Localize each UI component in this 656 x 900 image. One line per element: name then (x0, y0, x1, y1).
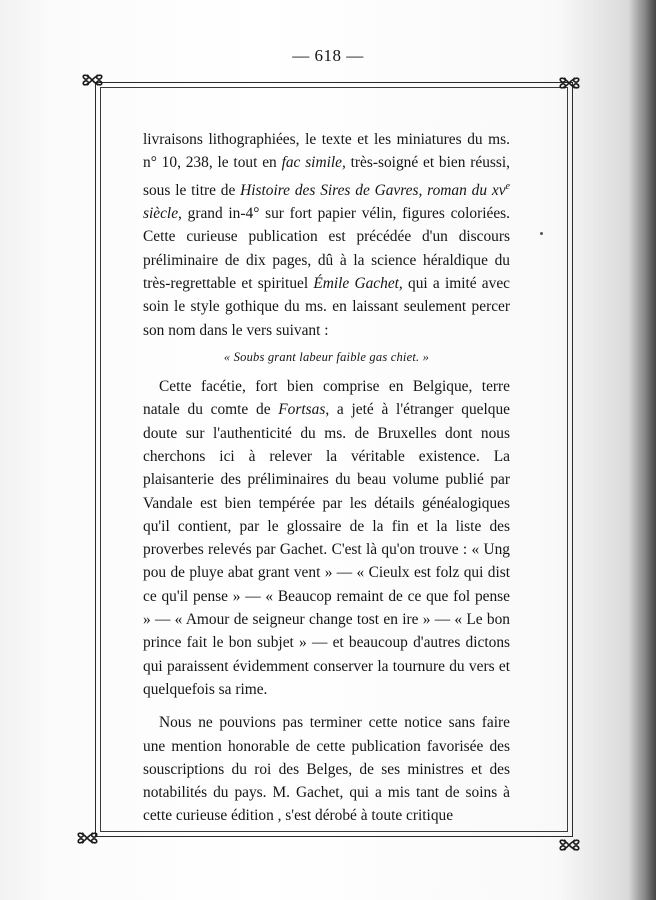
paragraph-2 (143, 375, 510, 701)
paragraph-1-text-b: très-soigné et bien réussi, sous le titre de (143, 154, 511, 199)
paragraph-1-text-c: grand in-4° sur fort papier vélin, figures coloriées. Cette curieuse publication est précédée d'un discours préliminaire de dix pages, dû à la science héraldique du très-regrettable et spirituel (143, 205, 510, 292)
corner-ornament-bottom-right-icon (556, 832, 582, 858)
corner-ornament-bottom-left-icon (74, 825, 100, 851)
verse-quote: « Soubs grant labeur faible gas chiet. » (223, 349, 430, 364)
page-gutter-shadow (628, 0, 656, 900)
body-text (143, 128, 510, 828)
corner-ornament-top-left-icon (79, 67, 105, 93)
paragraph-2-text-a: Cette facétie, fort bien comprise en Belgique, terre natale du comte de (143, 378, 510, 419)
fortsas-italic: Fortsas (278, 401, 326, 419)
paragraph-1-italic-a: fac simile, (281, 154, 346, 172)
paragraph-1 (143, 128, 510, 342)
page-number: — 618 — (292, 46, 364, 65)
paragraph-1-italic-c: siècle, (143, 205, 182, 223)
corner-ornament-top-right-icon (556, 70, 582, 96)
book-title-italic: Histoire des Sires de Gavres, roman du xv (240, 181, 506, 199)
century-superscript: e (505, 180, 510, 192)
print-speck (540, 232, 543, 235)
paragraph-2-text-b: , a jeté à l'étranger quelque doute sur l'authenticité du ms. de Bruxelles dont nous cherchons ici à relever la véritable existence. La plaisanterie des préliminaires du beau volume publié par Vandale est bien tempérée par les détails généalogiques qu'il contient, par le glossaire de la fin et la liste des proverbes relevés par Gachet. C'est là qu'on trouve : « Ung pou de pluye abat grant vent » — « Cieulx est folz qui dist ce qu'il pense » — « Beaucop remaint de ce que fol pense » — « Amour de seigneur change tost en ire » — « Le bon prince fait le bon subjet » — et beaucoup d'autres dictons qui paraissent évidemment conserver la tournure du vers et quelquefois sa rime. (143, 401, 510, 698)
paragraph-3: Nous ne pouvions pas terminer cette notice sans faire une mention honorable de cette publication favorisée des souscriptions du roi des Belges, de ses ministres et des notabilités du pays. M. Gachet, qui a mis tant de soins à cette curieuse édition , s'est dérobé à toute critique (143, 714, 510, 825)
author-name-italic: Émile Gachet, (313, 274, 403, 292)
paragraph-1-text-a: livraisons lithographiées, le texte et les miniatures du ms. n° 10, 238, le tout en (143, 131, 510, 172)
paragraph-1-text-d: qui a imité avec soin le style gothique du ms. en laissant seulement percer son nom dans le vers suivant : (143, 274, 510, 339)
